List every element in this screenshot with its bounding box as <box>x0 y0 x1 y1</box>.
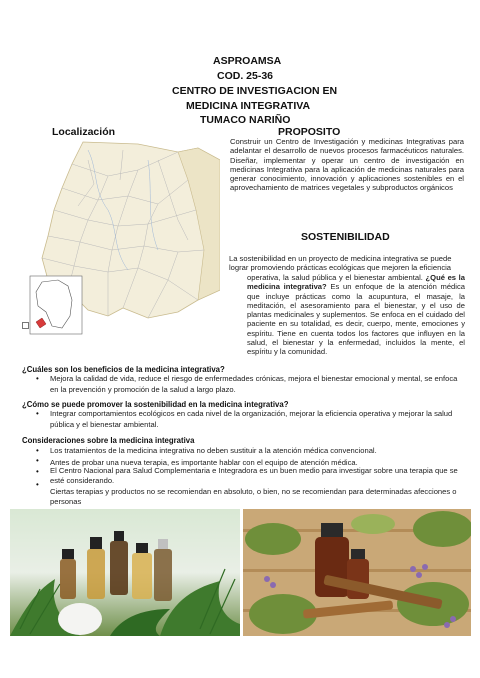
purpose-heading: PROPOSITO <box>278 126 341 138</box>
sustainability-lead: La sostenibilidad en un proyecto de medicina integrativa se puede lograr promoviendo prácticas ecológicas que mejoren la eficiencia <box>229 254 452 273</box>
consideration-item: Antes de probar una nueva terapia, es importante hablar con el equipo de atención médica. <box>50 458 358 467</box>
sustainability-cont: operativa, la salud pública y el bienestar ambiental. <box>247 273 423 282</box>
bullet-icon: • <box>36 456 39 465</box>
consideration-item: Los tratamientos de la medicina integrativa no deben sustituir a la atención médica convencional. <box>50 446 377 455</box>
purpose-text: Construir un Centro de Investigación y medicinas Integrativas para adelantar el desarrollo de nuevos procesos farmacéuticos naturales. Diseñar, implementar y operar un centro de investigación en medicinas Integrativa para la aplicación de medicinas naturales para generar conocimiento, innovación y aplicaciones sostenibles en el aprovechamiento de matrices vegetales y subproductos orgánicos <box>230 137 464 193</box>
benefits-question: ¿Cuáles son los beneficios de la medicina integrativa? <box>22 365 225 374</box>
sustainability-heading: SOSTENIBILIDAD <box>301 231 390 243</box>
consideration-item: Ciertas terapias y productos no se recomiendan en absoluto, o bien, no se recomiendan para determinadas afecciones o personas <box>50 487 457 506</box>
benefits-answer: Mejora la calidad de vida, reduce el riesgo de enfermedades crónicas, mejora el bienestar emocional y mental, se enfoca en la prevención y promoción de la salud a largo plazo. <box>50 374 458 394</box>
promote-answer: Integrar comportamientos ecológicos en cada nivel de la organización, mejorar la eficiencia operativa y mejorar la salud pública y el bienestar ambiental. <box>50 409 453 429</box>
essential-oils-herbs-photo <box>243 509 471 636</box>
location-title: TUMACO NARIÑO <box>200 114 291 126</box>
herbal-bottles-photo <box>10 509 240 636</box>
center-title: CENTRO DE INVESTIGACION EN <box>172 85 338 97</box>
bullet-icon: • <box>36 446 39 455</box>
integrative-question: ¿Qué es la medicina integrativa? <box>247 273 465 292</box>
consideration-item: El Centro Nacional para Salud Complementaria e Integradora es un buen medio para investigar sobre una terapia que se esté considerando. <box>50 466 458 485</box>
bullet-icon: • <box>36 467 39 476</box>
center-subtitle: MEDICINA INTEGRATIVA <box>186 100 311 112</box>
org-name: ASPROAMSA <box>213 55 282 67</box>
bullet-icon: • <box>36 480 39 489</box>
location-heading: Localización <box>52 126 116 138</box>
map-marker-icon <box>22 322 29 329</box>
project-code: COD. 25-36 <box>217 70 274 82</box>
promote-question: ¿Cómo se puede promover la sostenibilidad en la medicina integrativa? <box>22 400 289 409</box>
bullet-icon: • <box>36 409 39 418</box>
location-map <box>28 140 220 336</box>
considerations-heading: Consideraciones sobre la medicina integrativa <box>22 436 195 445</box>
integrative-answer: Es un enfoque de la atención médica que incluye prácticas como la acupuntura, el masaje, la meditación, el asesoramiento para el bienestar, y el uso de plantas medicinales y suplementos. Se enfoca en el cuidado del paciente en su totalidad, es decir, cuerpo, mente, emociones y espíritu. Tiene en cuenta todos los factores que influyen en la salud, el bienestar y la enfermedad, incluidos la mente, el espíritu y la comunidad. <box>247 282 465 357</box>
sustainability-definition <box>247 273 465 357</box>
narino-map-image <box>28 140 220 336</box>
bullet-icon: • <box>36 374 39 383</box>
